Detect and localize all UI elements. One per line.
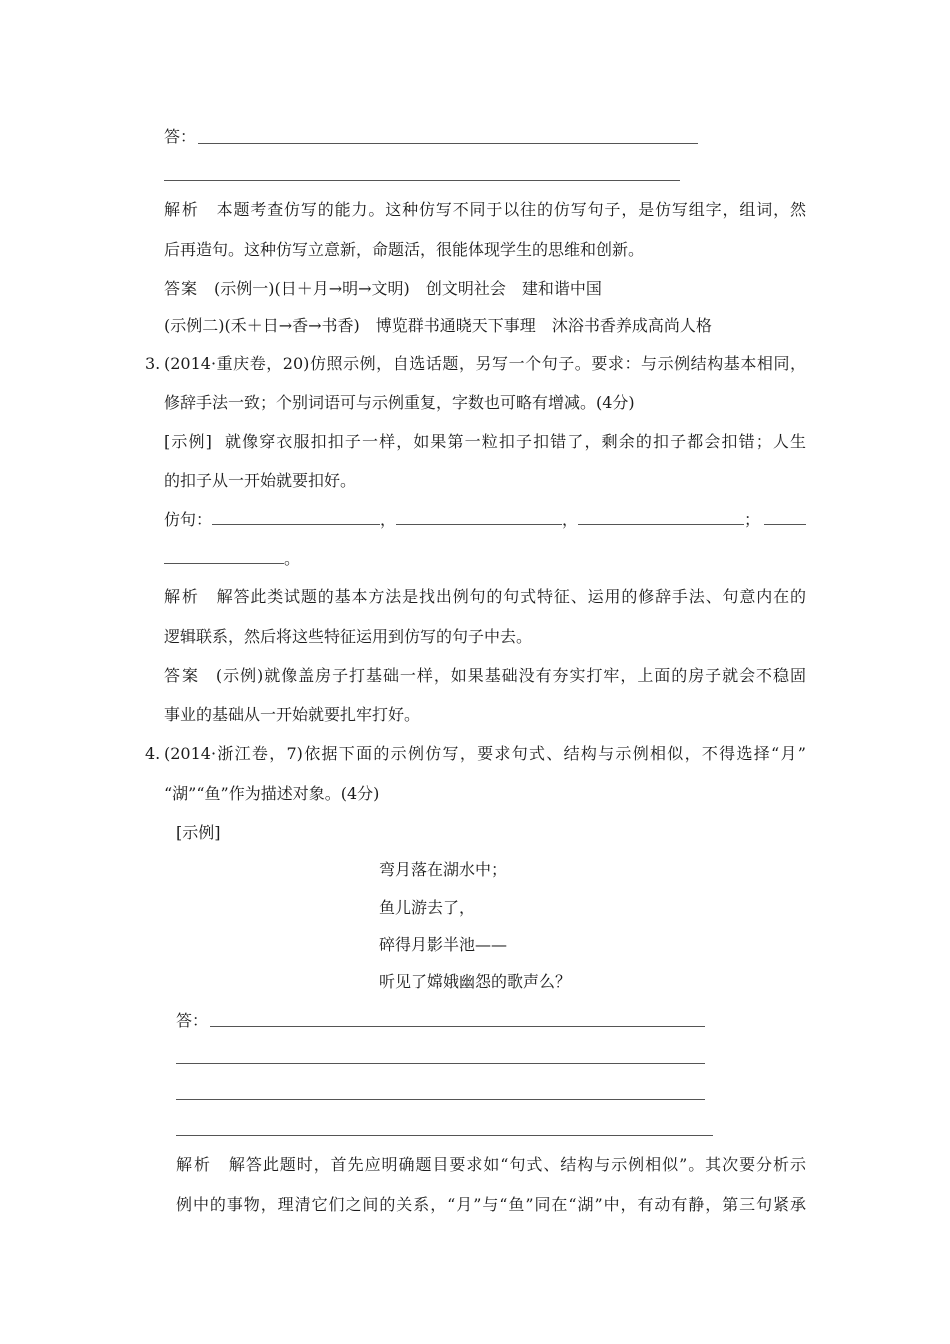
q2-analysis-line-1: 解析 本题考查仿写的能力。这种仿写不同于以往的仿写句子，是仿写组字，组词，然	[164, 200, 806, 219]
q2-answer-blank-2[interactable]	[164, 180, 680, 181]
q3-example-line-1: [示例] 就像穿衣服扣扣子一样，如果第一粒扣子扣错了，剩余的扣子都会扣错；人生	[164, 432, 806, 451]
q3-key-label: 答案	[164, 666, 200, 685]
q2-key-ex2-tag: (示例二)(禾＋日→香→书香)	[164, 316, 360, 335]
q3-stem-line-2: 修辞手法一致；个别词语可与示例重复，字数也可略有增减。(4分)	[164, 393, 635, 412]
q3-analysis-line-2: 逻辑联系，然后将这些特征运用到仿写的句子中去。	[164, 627, 533, 646]
q2-answer-label: 答：	[164, 127, 197, 146]
q4-analysis-label: 解析	[176, 1155, 212, 1174]
q3-analysis-line-1: 解析 解答此类试题的基本方法是找出例句的句式特征、运用的修辞手法、句意内在的	[164, 587, 806, 606]
q3-analysis-label: 解析	[164, 587, 200, 606]
q3-key-line-1: 答案 (示例)就像盖房子打基础一样，如果基础没有夯实打牢，上面的房子就会不稳固	[164, 666, 806, 685]
q4-poem-line-4: 听见了嫦娥幽怨的歌声么？	[379, 972, 572, 991]
q4-poem-line-1: 弯月落在湖水中；	[379, 860, 508, 879]
q3-imitation-line-2: 。	[164, 548, 300, 570]
q3-stem-line-1: (2014·重庆卷，20)仿照示例，自选话题，另写一个句子。要求：与示例结构基本相同，	[164, 354, 806, 373]
q2-analysis-line-2: 后再造句。这种仿写立意新，命题活，很能体现学生的思维和创新。	[164, 240, 645, 259]
q3-blank-4a[interactable]	[764, 510, 806, 525]
q3-imitation-label: 仿句：	[164, 510, 213, 529]
q2-key-line-2: (示例二)(禾＋日→香→书香) 博览群书通晓天下事理 沐浴书香养成高尚人格	[164, 316, 712, 335]
q4-answer-label: 答：	[176, 1011, 209, 1030]
q3-example-line-2: 的扣子从一开始就要扣好。	[164, 471, 357, 490]
q4-answer-blank-2[interactable]	[176, 1063, 705, 1064]
q3-blank-3[interactable]	[578, 510, 744, 525]
q4-analysis-line-2: 例中的事物，理清它们之间的关系，“月”与“鱼”同在“湖”中，有动有静，第三句紧承	[176, 1195, 806, 1214]
q4-example-label: [示例]	[176, 823, 221, 842]
q2-analysis-label: 解析	[164, 200, 200, 219]
q4-answer-blank-4[interactable]	[176, 1135, 713, 1136]
q4-stem-line-2: “湖”“鱼”作为描述对象。(4分)	[164, 784, 380, 803]
q2-key-ex1-tag: (示例一)(日＋月→明→文明)	[214, 279, 410, 298]
q4-stem-line-1: (2014·浙江卷，7)依据下面的示例仿写，要求句式、结构与示例相似，不得选择“月”	[164, 744, 806, 763]
q2-answer-blank-1[interactable]	[198, 143, 698, 144]
q4-number: 4.	[145, 744, 161, 763]
q2-answer-line	[164, 126, 196, 148]
q4-poem-line-2: 鱼儿游去了，	[379, 898, 476, 917]
q4-poem-line-3: 碎得月影半池——	[379, 935, 508, 954]
q4-answer-blank-1[interactable]	[210, 1026, 705, 1027]
q3-blank-1[interactable]	[212, 510, 380, 525]
q3-example-label: [示例]	[164, 432, 212, 451]
q2-key-label: 答案	[164, 279, 199, 298]
q3-key-line-2: 事业的基础从一开始就要扎牢打好。	[164, 705, 421, 724]
q3-blank-4b[interactable]	[164, 549, 284, 564]
q2-key-line-1: 答案 (示例一)(日＋月→明→文明) 创文明社会 建和谐中国	[164, 279, 602, 298]
q4-answer-blank-3[interactable]	[176, 1099, 705, 1100]
q3-imitation-line-1: 仿句： ， ， ；	[164, 509, 806, 531]
q4-analysis-line-1: 解析 解答此题时，首先应明确题目要求如“句式、结构与示例相似”。其次要分析示	[176, 1155, 806, 1174]
q3-blank-2[interactable]	[396, 510, 562, 525]
q3-number: 3.	[145, 354, 161, 373]
